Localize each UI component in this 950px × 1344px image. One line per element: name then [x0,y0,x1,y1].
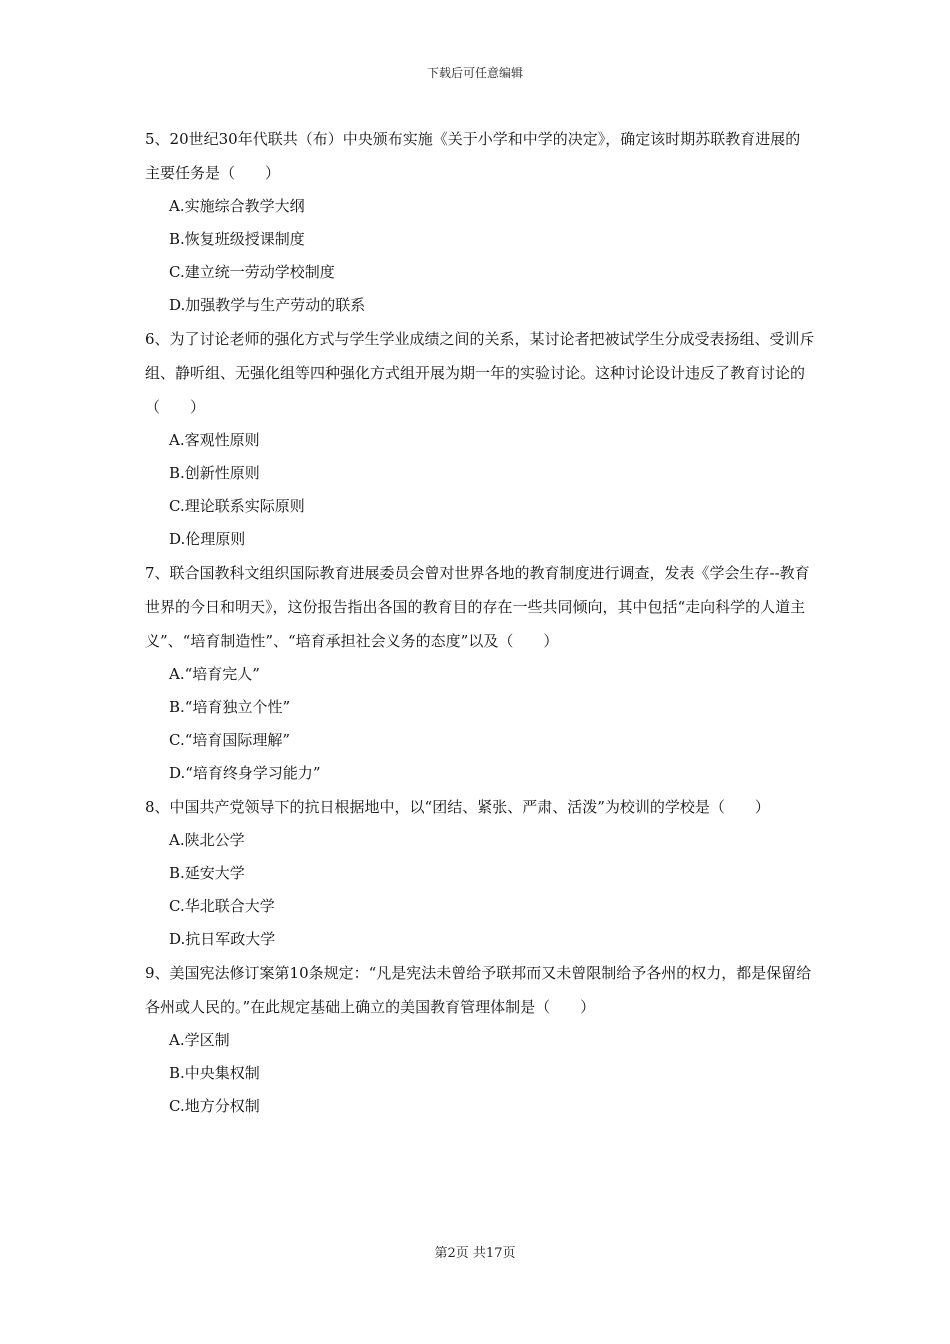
question-stem: 7、联合国教科文组织国际教育进展委员会曾对世界各地的教育制度进行调查，发表《学会生存--教育世界的今日和明天》，这份报告指出各国的教育目的存在一些共同倾向，其中包括“走向科学的人道主义”、“培育制造性”、“培育承担社会义务的态度”以及（ ） [145,564,810,650]
option-a: A.“培育完人” [169,665,260,683]
question-list [145,122,815,1123]
option-d: D.抗日军政大学 [169,930,276,948]
option-a: A.客观性原则 [169,431,260,449]
option-b: B.延安大学 [169,864,245,882]
option-d: D.“培育终身学习能力” [169,764,321,782]
option-a: A.实施综合教学大纲 [169,197,305,215]
option-b: B.创新性原则 [169,464,260,482]
option-c: C.建立统一劳动学校制度 [169,263,335,281]
question-8 [145,790,815,956]
option-c: C.理论联系实际原则 [169,497,305,515]
option-c: C.地方分权制 [169,1097,260,1115]
option-d: D.伦理原则 [169,530,246,548]
question-stem: 9、美国宪法修订案第10条规定：“凡是宪法未曾给予联邦而又未曾限制给予各州的权力，都是保留给各州或人民的。”在此规定基础上确立的美国教育管理体制是（ ） [145,964,812,1016]
question-stem: 6、为了讨论老师的强化方式与学生学业成绩之间的关系，某讨论者把被试学生分成受表扬组、受训斥组、静听组、无强化组等四种强化方式组开展为期一年的实验讨论。这种讨论设计违反了教育讨论的（ ） [145,330,815,416]
option-c: C.“培育国际理解” [169,731,291,749]
option-c: C.华北联合大学 [169,897,275,915]
option-b: B.中央集权制 [169,1064,260,1082]
option-a: A.学区制 [169,1031,230,1049]
page-header: 下载后可任意编辑 [426,66,523,80]
question-5 [145,122,815,322]
page-footer: 第2页 共17页 [434,1246,516,1261]
question-6 [145,322,815,556]
option-a: A.陕北公学 [169,831,245,849]
question-7 [145,556,815,790]
question-9 [145,956,815,1123]
option-b: B.“培育独立个性” [169,698,291,716]
question-stem: 8、中国共产党领导下的抗日根据地中，以“团结、紧张、严肃、活泼”为校训的学校是（ ） [145,798,770,816]
question-stem: 5、20世纪30年代联共（布）中央颁布实施《关于小学和中学的决定》，确定该时期苏联教育进展的主要任务是（ ） [145,130,801,182]
option-d: D.加强教学与生产劳动的联系 [169,296,366,314]
option-b: B.恢复班级授课制度 [169,230,305,248]
